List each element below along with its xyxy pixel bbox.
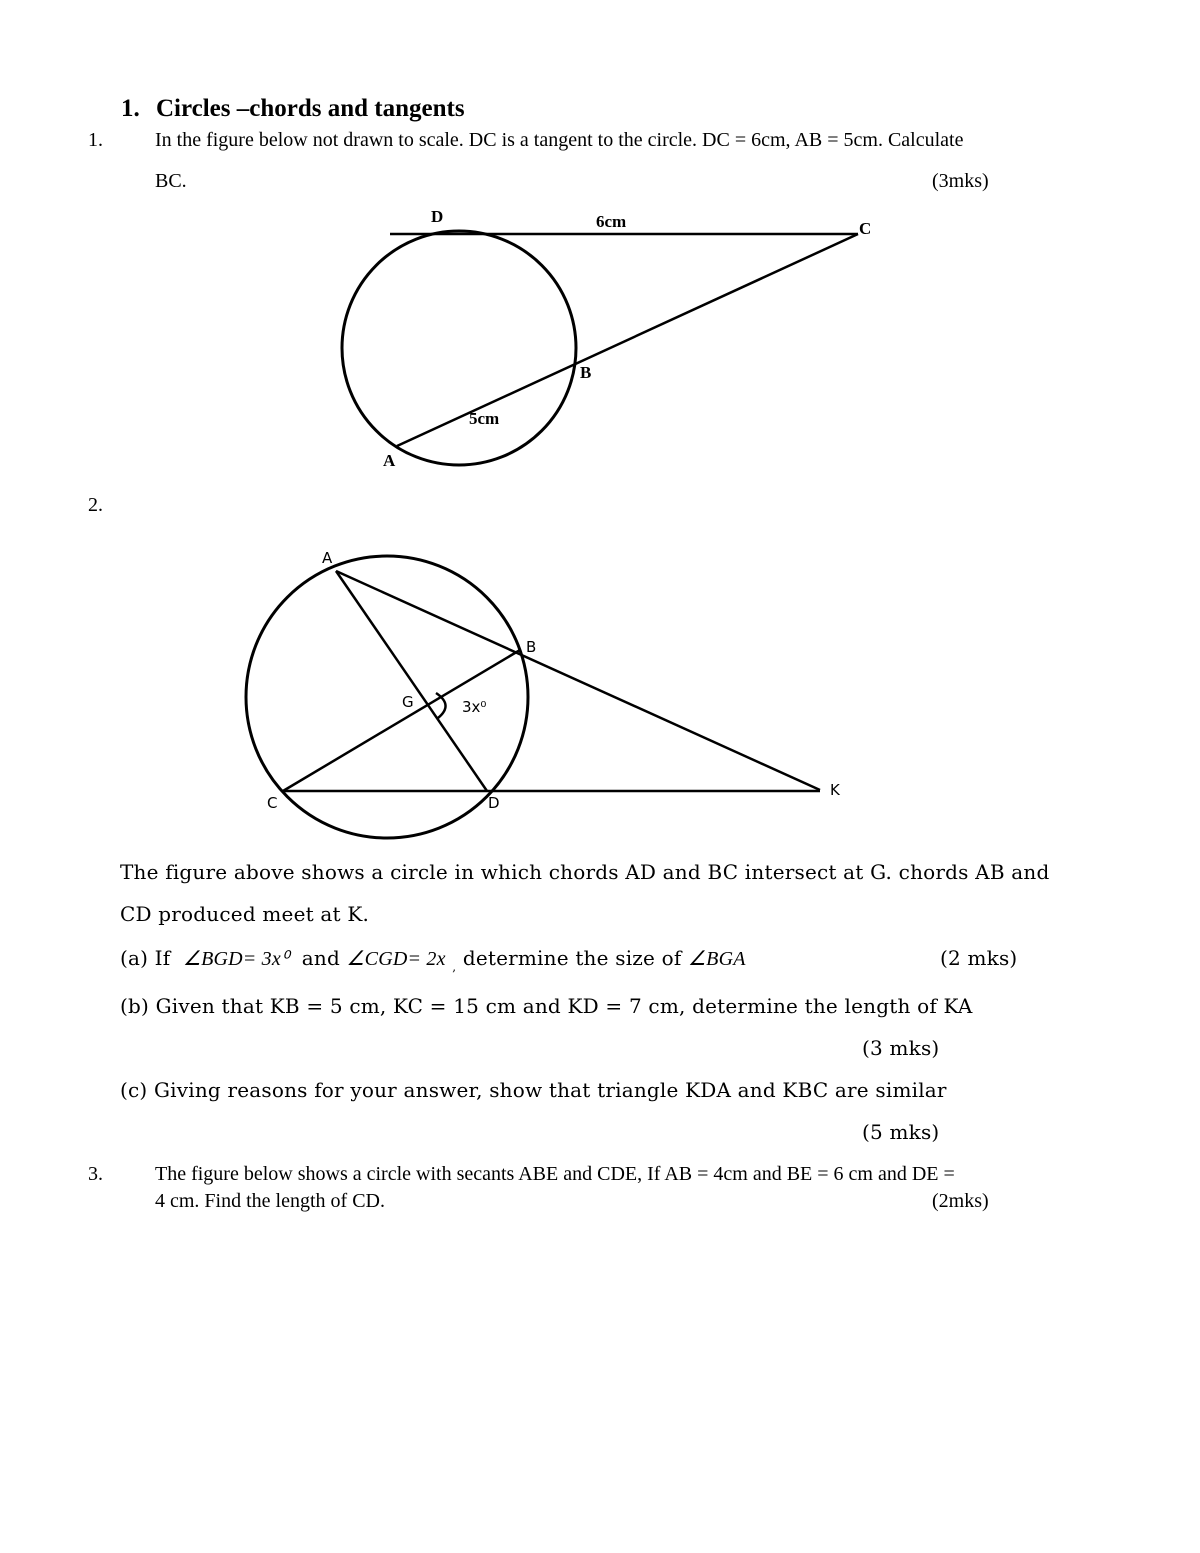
q1-label-5cm: 5cm — [469, 409, 500, 428]
q2-circle — [246, 556, 528, 838]
q2-figure — [0, 540, 1200, 840]
heading-title: Circles –chords and tangents — [156, 95, 465, 122]
q2-label-b: B — [526, 638, 537, 656]
q3-marks: (2mks) — [932, 1190, 989, 1212]
q2-number: 2. — [88, 494, 103, 516]
q1-label-c: C — [859, 219, 872, 238]
q3-text-line2: 4 cm. Find the length of CD. — [155, 1190, 385, 1212]
q2-line-ak — [336, 571, 820, 790]
q1-text-line1: In the figure below not drawn to scale. DC is a tangent to the circle. DC = 6cm, AB = 5cm. Calculate — [155, 129, 964, 151]
q2-label-g: G — [402, 693, 414, 711]
q2a-marks: (2 mks) — [940, 946, 1018, 970]
q2-label-angle: 3x⁰ — [462, 698, 487, 716]
q2-angle-arc — [436, 693, 446, 718]
q1-circle — [342, 231, 576, 465]
q1-marks: (3mks) — [932, 170, 989, 192]
q1-label-a: A — [383, 451, 396, 470]
q2-label-d: D — [488, 794, 500, 812]
q2-intro-line2: CD produced meet at K. — [120, 902, 370, 926]
q1-text-line2: BC. — [155, 170, 187, 192]
q2-intro-line1: The figure above shows a circle in which chords AD and BC intersect at G. chords AB and — [120, 860, 1050, 884]
q3-text-line1: The figure below shows a circle with secants ABE and CDE, If AB = 4cm and BE = 6 cm and DE = — [155, 1163, 955, 1185]
q2a-suffix: determine the size of — [462, 946, 682, 970]
q2a-prefix: (a) If — [120, 946, 171, 970]
q2b-text: (b) Given that KB = 5 cm, KC = 15 cm and KD = 7 cm, determine the length of KA — [120, 994, 973, 1018]
q3-number: 3. — [88, 1163, 103, 1185]
q2a-comma: , — [452, 960, 457, 974]
q2c-text: (c) Giving reasons for your answer, show that triangle KDA and KBC are similar — [120, 1078, 947, 1102]
q1-secant-ac — [397, 234, 858, 446]
q2b-marks: (3 mks) — [862, 1036, 940, 1060]
q2a-expr2: ∠CGD= 2x — [346, 948, 446, 970]
q1-label-d: D — [431, 207, 444, 226]
q2a-expr1: ∠BGD= 3x⁰ — [182, 948, 290, 970]
q2-chord-cb — [283, 650, 520, 791]
q2a-expr3: ∠BGA — [688, 948, 746, 970]
q1-number: 1. — [88, 129, 103, 151]
q2a-line — [120, 946, 746, 974]
section-heading — [121, 95, 465, 123]
q1-label-b: B — [580, 363, 592, 382]
heading-number: 1. — [121, 95, 140, 122]
q1-figure — [0, 195, 1200, 480]
q1-label-6cm: 6cm — [596, 212, 627, 231]
q2-label-k: K — [830, 781, 840, 799]
q2c-marks: (5 mks) — [862, 1120, 940, 1144]
q2-label-a: A — [322, 549, 333, 567]
q2-label-c: C — [267, 794, 278, 812]
q2a-and: and — [301, 946, 340, 970]
